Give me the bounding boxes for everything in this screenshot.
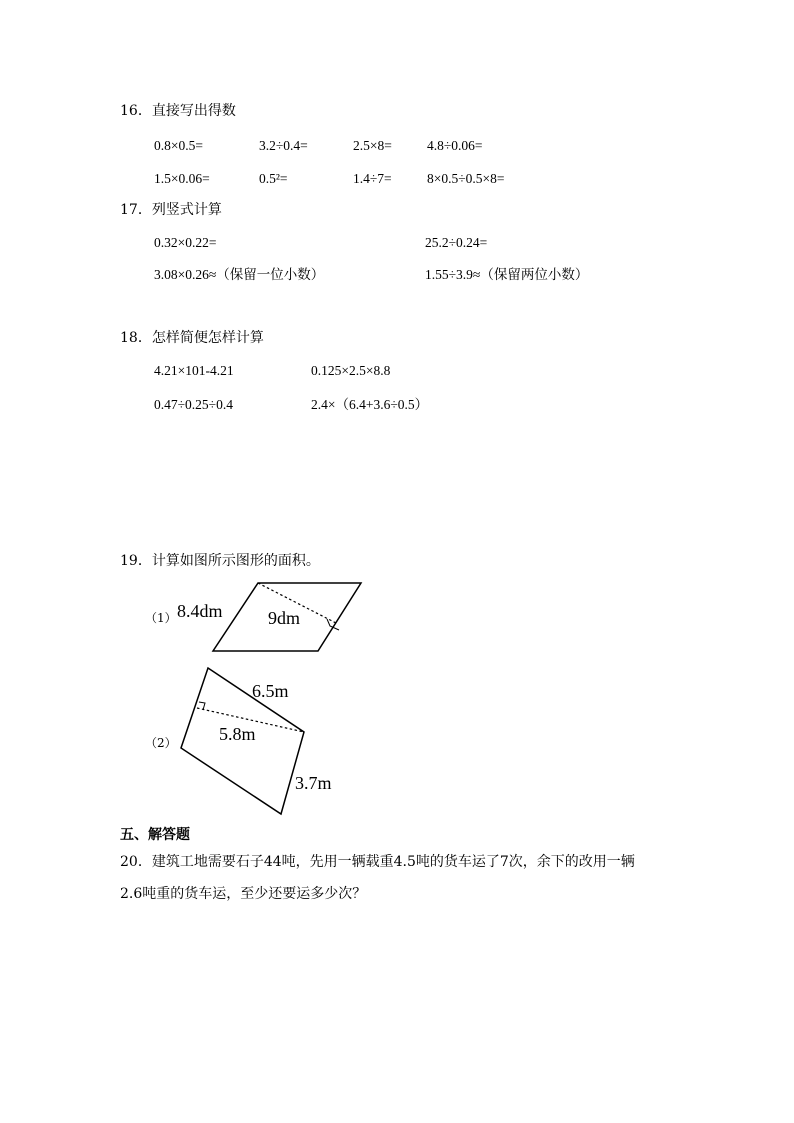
fig2-height-label: 5.8m — [219, 724, 256, 744]
q16-item: 2.5×8= — [353, 138, 392, 153]
section-title: 五、解答题 — [120, 827, 190, 843]
q16-item: 1.4÷7= — [353, 171, 392, 186]
q16-item: 3.2÷0.4= — [259, 138, 308, 153]
q18-item: 2.4×（6.4+3.6÷0.5） — [311, 397, 429, 412]
q17-item: 1.55÷3.9≈（保留两位小数） — [425, 267, 589, 282]
fig2-tag: （2） — [145, 736, 177, 750]
q17-item: 3.08×0.26≈（保留一位小数） — [154, 267, 325, 282]
parallelogram-figure — [145, 583, 361, 651]
parallelogram-2-figure — [145, 668, 332, 814]
q18-title: 18．怎样简便怎样计算 — [120, 330, 264, 346]
q20-line1: 20．建筑工地需要石子44吨，先用一辆载重4.5吨的货车运了7次，余下的改用一辆 — [120, 854, 635, 870]
q18-item: 0.47÷0.25÷0.4 — [154, 397, 233, 412]
fig1-tag: （1） — [145, 611, 177, 625]
q19-title: 19．计算如图所示图形的面积。 — [120, 553, 320, 569]
fig2-right-side-label: 3.7m — [295, 773, 332, 793]
fig2-top-side-label: 6.5m — [252, 681, 289, 701]
fig1-height-label: 9dm — [268, 608, 301, 628]
q17-item: 25.2÷0.24= — [425, 235, 488, 250]
q16-item: 0.5²= — [259, 171, 288, 186]
q16-item: 8×0.5÷0.5×8= — [427, 171, 505, 186]
q16-title: 16．直接写出得数 — [120, 103, 236, 119]
q16-item: 1.5×0.06= — [154, 171, 210, 186]
q16-item: 4.8÷0.06= — [427, 138, 483, 153]
q16-item: 0.8×0.5= — [154, 138, 203, 153]
q17-item: 0.32×0.22= — [154, 235, 217, 250]
q17-title: 17．列竖式计算 — [120, 202, 222, 218]
fig1-side-label: 8.4dm — [177, 601, 223, 621]
q18-item: 0.125×2.5×8.8 — [311, 363, 391, 378]
q18-item: 4.21×101-4.21 — [154, 363, 234, 378]
q20-line2: 2.6吨重的货车运，至少还要运多少次？ — [120, 886, 367, 902]
